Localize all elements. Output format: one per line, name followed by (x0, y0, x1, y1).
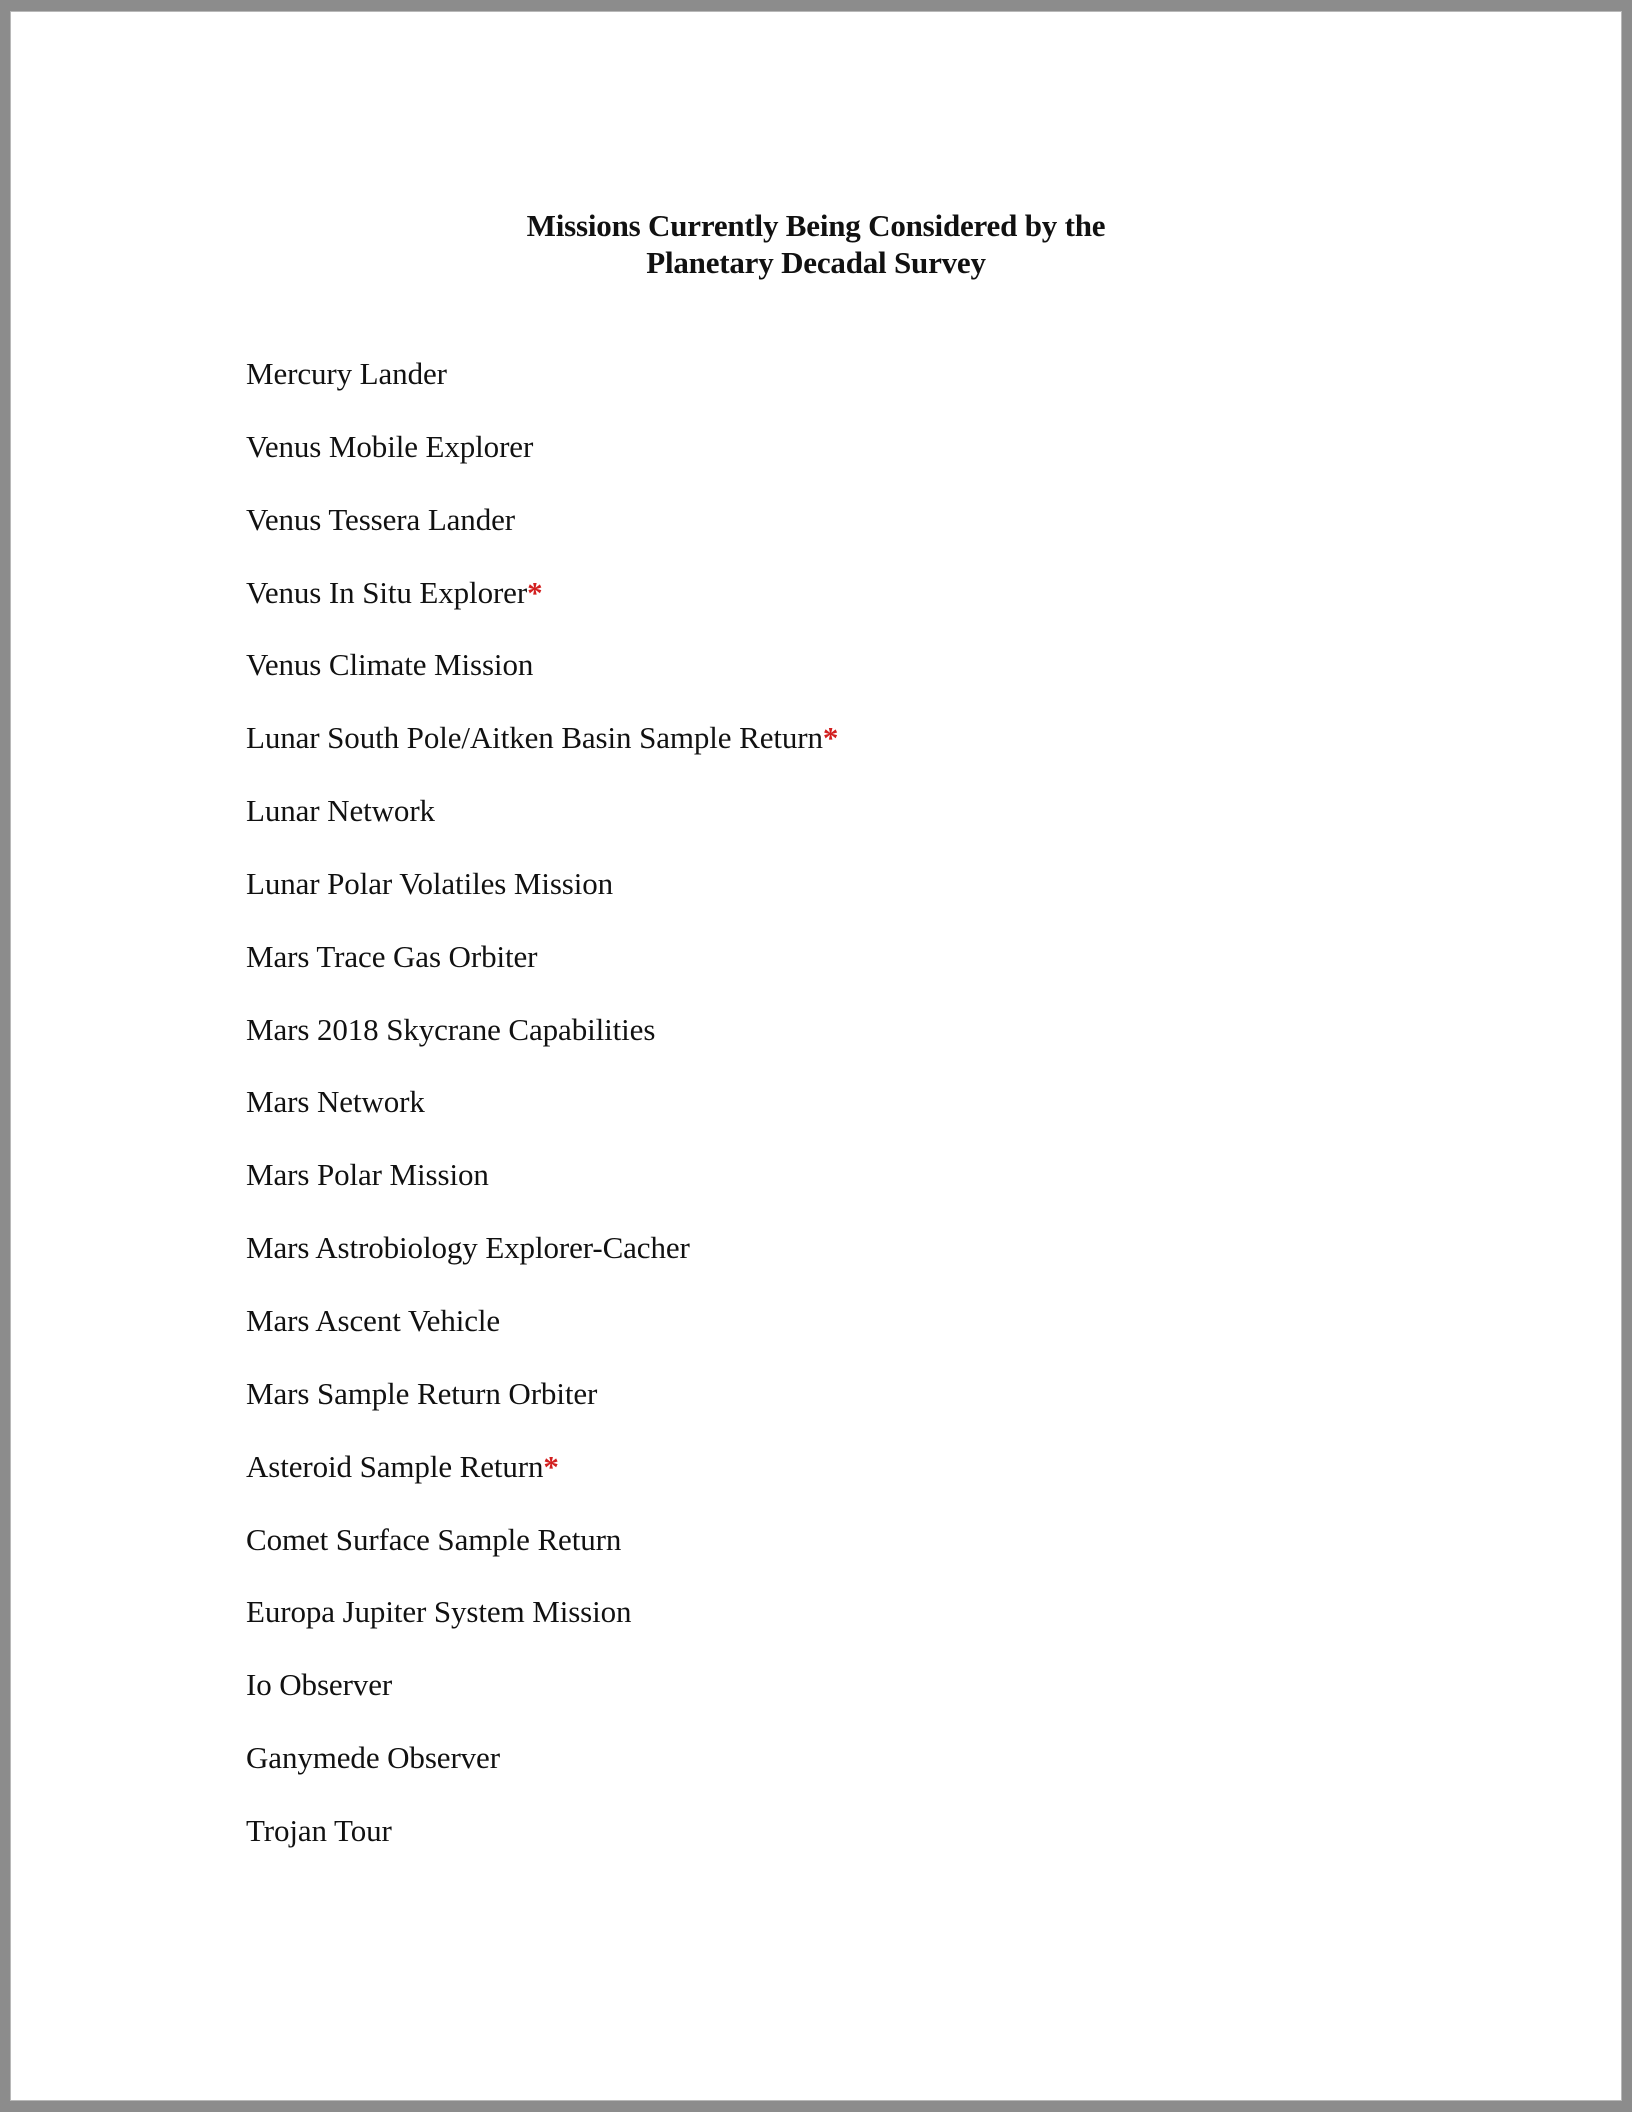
mission-item (246, 1812, 838, 1885)
mission-item (246, 792, 838, 865)
mission-name: Venus In Situ Explorer (246, 574, 528, 610)
page-title (10, 207, 1622, 281)
mission-name: Venus Tessera Lander (246, 501, 515, 537)
mission-item (246, 1448, 838, 1521)
mission-name: Mars Network (246, 1084, 425, 1120)
mission-name: Ganymede Observer (246, 1740, 500, 1776)
mission-item (246, 1375, 838, 1448)
mission-name: Mars Ascent Vehicle (246, 1302, 501, 1338)
mission-item (246, 501, 838, 574)
mission-name: Comet Surface Sample Return (246, 1521, 622, 1557)
mission-item (246, 1011, 838, 1084)
mission-item (246, 428, 838, 501)
mission-item (246, 355, 838, 428)
document-page (10, 11, 1622, 2101)
mission-name: Mars Sample Return Orbiter (246, 1375, 598, 1411)
mission-item (246, 938, 838, 1011)
mission-name: Lunar Polar Volatiles Mission (246, 865, 614, 901)
mission-item (246, 1156, 838, 1229)
mission-name: Trojan Tour (246, 1812, 392, 1848)
mission-name: Io Observer (246, 1667, 393, 1703)
mission-item (246, 1739, 838, 1812)
mission-name: Lunar Network (246, 793, 435, 829)
mission-name: Venus Mobile Explorer (246, 428, 534, 464)
mission-name: Mars Trace Gas Orbiter (246, 938, 538, 974)
mission-name: Venus Climate Mission (246, 647, 534, 683)
page-title-line-1: Missions Currently Being Considered by the (526, 208, 1106, 243)
mission-name: Mercury Lander (246, 356, 447, 391)
mission-item (246, 1229, 838, 1302)
mission-name: Lunar South Pole/Aitken Basin Sample Return (246, 720, 823, 756)
mission-name: Mars Astrobiology Explorer-Cacher (246, 1230, 690, 1266)
mission-item (246, 865, 838, 938)
mission-item (246, 1593, 838, 1666)
mission-name: Europa Jupiter System Mission (246, 1594, 632, 1630)
mission-item (246, 646, 838, 719)
mission-item (246, 1521, 838, 1594)
mission-name: Mars Polar Mission (246, 1157, 489, 1193)
mission-asterisk: * (527, 574, 543, 610)
mission-asterisk: * (543, 1448, 559, 1484)
mission-item (246, 719, 838, 792)
mission-item (246, 1302, 838, 1375)
mission-asterisk: * (822, 720, 839, 756)
mission-name: Mars 2018 Skycrane Capabilities (246, 1011, 656, 1047)
mission-item (246, 1083, 838, 1156)
page-title-line-2: Planetary Decadal Survey (646, 245, 986, 280)
mission-item (246, 574, 838, 647)
mission-item (246, 1666, 838, 1739)
mission-list (246, 355, 838, 1885)
mission-name: Asteroid Sample Return (246, 1448, 544, 1484)
